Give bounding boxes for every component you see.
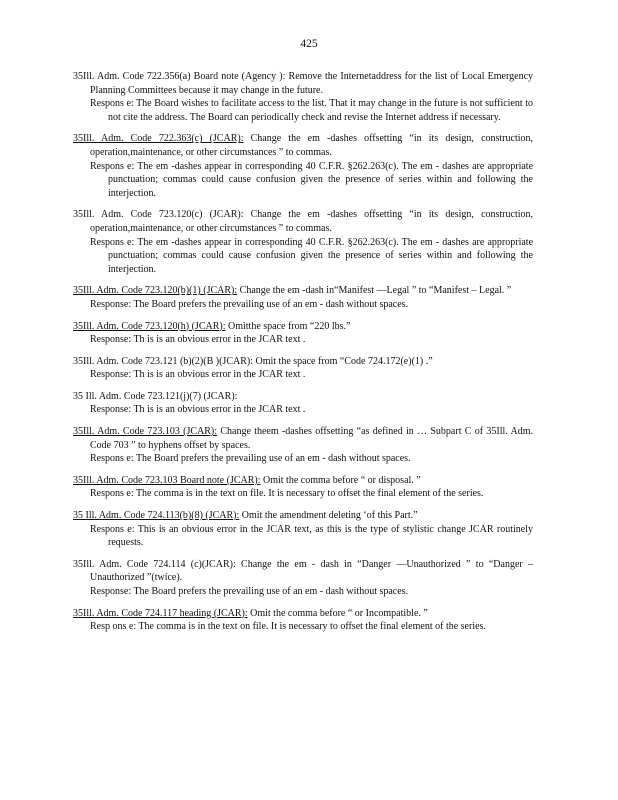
response-text bbox=[73, 160, 533, 201]
comment-entry bbox=[73, 509, 533, 550]
comment-text bbox=[73, 558, 533, 585]
response-text bbox=[73, 403, 533, 417]
response-text bbox=[73, 333, 533, 347]
response-body: The Board prefers the prevailing use of an em - dash without spaces. bbox=[135, 453, 411, 465]
response-label: Respons e: bbox=[90, 160, 135, 172]
comment-entry bbox=[73, 70, 533, 124]
code-citation: 35Ill. Adm. Code 722.356(a) Board note (Agency ): bbox=[73, 71, 286, 82]
comment-text bbox=[73, 284, 533, 298]
response-label: Response: bbox=[90, 298, 132, 310]
code-citation: 35Ill. Adm. Code 723.120(c) (JCAR): bbox=[73, 209, 244, 221]
response-text bbox=[73, 298, 533, 312]
response-label: Respons e: bbox=[90, 523, 135, 535]
comment-body: Change theem -dashes offsetting “as defined in … Subpart C of 35Ill. Adm. Code 703 ” to hyphens offset by spaces. bbox=[90, 426, 534, 451]
comment-entry bbox=[73, 284, 533, 311]
response-body: The Board prefers the prevailing use of an em - dash without spaces. bbox=[133, 586, 409, 597]
response-label: Respons e: bbox=[90, 453, 134, 465]
response-body: This is an obvious error in the JCAR text, as this is the type of stylistic change JCAR routinely requests. bbox=[108, 523, 533, 549]
comment-entry bbox=[73, 607, 533, 634]
comment-body: Omitthe space from “220 lbs.” bbox=[228, 320, 351, 332]
response-body: The Board prefers the prevailing use of an em - dash without spaces. bbox=[133, 298, 409, 310]
code-citation: 35Ill. Adm. Code 723.103 Board note (JCAR): bbox=[73, 474, 261, 486]
response-text bbox=[73, 236, 533, 277]
comment-entry bbox=[73, 390, 533, 417]
comment-body: Omit the comma before “ or disposal. ” bbox=[263, 474, 421, 486]
comment-list bbox=[73, 70, 533, 642]
comment-text bbox=[73, 607, 533, 621]
comment-entry bbox=[73, 132, 533, 200]
response-body: Th is is an obvious error in the JCAR text . bbox=[133, 334, 306, 346]
comment-body: Remove the Internetaddress for the list of Local Emergency Planning Committees because it may change in the future. bbox=[90, 71, 534, 96]
comment-body: Omit the amendment deleting ‘of this Part.” bbox=[241, 510, 418, 522]
response-label: Response: bbox=[90, 369, 132, 381]
comment-entry bbox=[73, 558, 533, 599]
comment-text bbox=[73, 320, 533, 334]
response-body: Th is is an obvious error in the JCAR text . bbox=[133, 369, 306, 381]
comment-text bbox=[73, 474, 533, 488]
comment-text bbox=[73, 390, 533, 404]
response-text bbox=[73, 452, 533, 466]
comment-body: Change the em -dashes offsetting “in its design, construction, operation,maintenance, or other circumstances ” to commas. bbox=[90, 133, 533, 158]
response-text bbox=[73, 97, 533, 124]
response-body: The em -dashes appear in corresponding 40 C.F.R. §262.263(c). The em - dashes are appropriate punctuation; commas could cause confusion given the presence of series within and following the interjection. bbox=[108, 236, 534, 275]
response-label: Respons e: bbox=[90, 98, 134, 110]
comment-body: Omit the comma before “ or Incompatible. ” bbox=[250, 607, 428, 619]
code-citation: 35 Ill. Adm. Code 724.113(b)(8) (JCAR): bbox=[73, 510, 240, 522]
code-citation: 35Ill. Adm. Code 722.363(c) (JCAR): bbox=[73, 133, 244, 145]
code-citation: 35Ill. Adm. Code 723.120(h) (JCAR): bbox=[73, 320, 226, 332]
response-body: Th is is an obvious error in the JCAR text . bbox=[133, 404, 306, 416]
response-label: Response: bbox=[90, 334, 132, 346]
comment-entry bbox=[73, 320, 533, 347]
response-label: Response: bbox=[90, 586, 132, 597]
comment-body: Change the em -dashes offsetting “in its design, construction, operation,maintenance, or other circumstances ” to commas. bbox=[90, 209, 533, 234]
page-number: 425 bbox=[300, 38, 318, 50]
response-label: Respons e: bbox=[90, 236, 135, 248]
comment-text bbox=[73, 70, 533, 97]
comment-text bbox=[73, 355, 533, 369]
comment-text bbox=[73, 208, 533, 235]
response-body: The Board wishes to facilitate access to the list. That it may change in the future is not sufficient to not cite the address. The Board can periodically check and revise the Internet address if necessary. bbox=[108, 98, 533, 123]
response-text bbox=[73, 620, 533, 634]
comment-entry bbox=[73, 208, 533, 276]
code-citation: 35Ill. Adm. Code 723.103 (JCAR): bbox=[73, 426, 218, 438]
comment-entry bbox=[73, 425, 533, 466]
code-citation: 35Ill. Adm. Code 723.121 (b)(2)(B )(JCAR): bbox=[73, 355, 253, 367]
code-citation: 35Ill. Adm. Code 724.117 heading (JCAR): bbox=[73, 607, 248, 619]
comment-body: Change the em - dash in “Danger —Unauthorized ” to “Danger –Unauthorized ”(twice). bbox=[90, 558, 534, 584]
response-body: The em -dashes appear in corresponding 40 C.F.R. §262.263(c). The em - dashes are appropriate punctuation; commas could cause confusion given the presence of series within and following the interjection. bbox=[108, 160, 534, 199]
response-body: The comma is in the text on file. It is necessary to offset the final element of the series. bbox=[138, 621, 486, 633]
comment-text bbox=[73, 509, 533, 523]
response-label: Response: bbox=[90, 404, 132, 416]
response-text bbox=[73, 585, 533, 599]
comment-entry bbox=[73, 355, 533, 382]
comment-text bbox=[73, 132, 533, 159]
code-citation: 35Ill. Adm. Code 723.120(b)(1) (JCAR): bbox=[73, 285, 238, 297]
response-text bbox=[73, 523, 533, 550]
comment-text bbox=[73, 425, 533, 452]
code-citation: 35 Ill. Adm. Code 723.121(j)(7) (JCAR): bbox=[73, 390, 238, 402]
response-text bbox=[73, 368, 533, 382]
code-citation: 35Ill. Adm. Code 724.114 (c)(JCAR): bbox=[73, 558, 236, 570]
response-text bbox=[73, 487, 533, 501]
response-body: The comma is in the text on file. It is necessary to offset the final element of the series. bbox=[135, 488, 484, 500]
comment-body: Change the em -dash in“Manifest —Legal ” to “Manifest – Legal. ” bbox=[239, 285, 512, 297]
comment-body: Omit the space from “Code 724.172(e)(1) .” bbox=[255, 355, 433, 367]
response-label: Respons e: bbox=[90, 488, 134, 500]
comment-entry bbox=[73, 474, 533, 501]
response-label: Resp ons e: bbox=[90, 621, 137, 633]
